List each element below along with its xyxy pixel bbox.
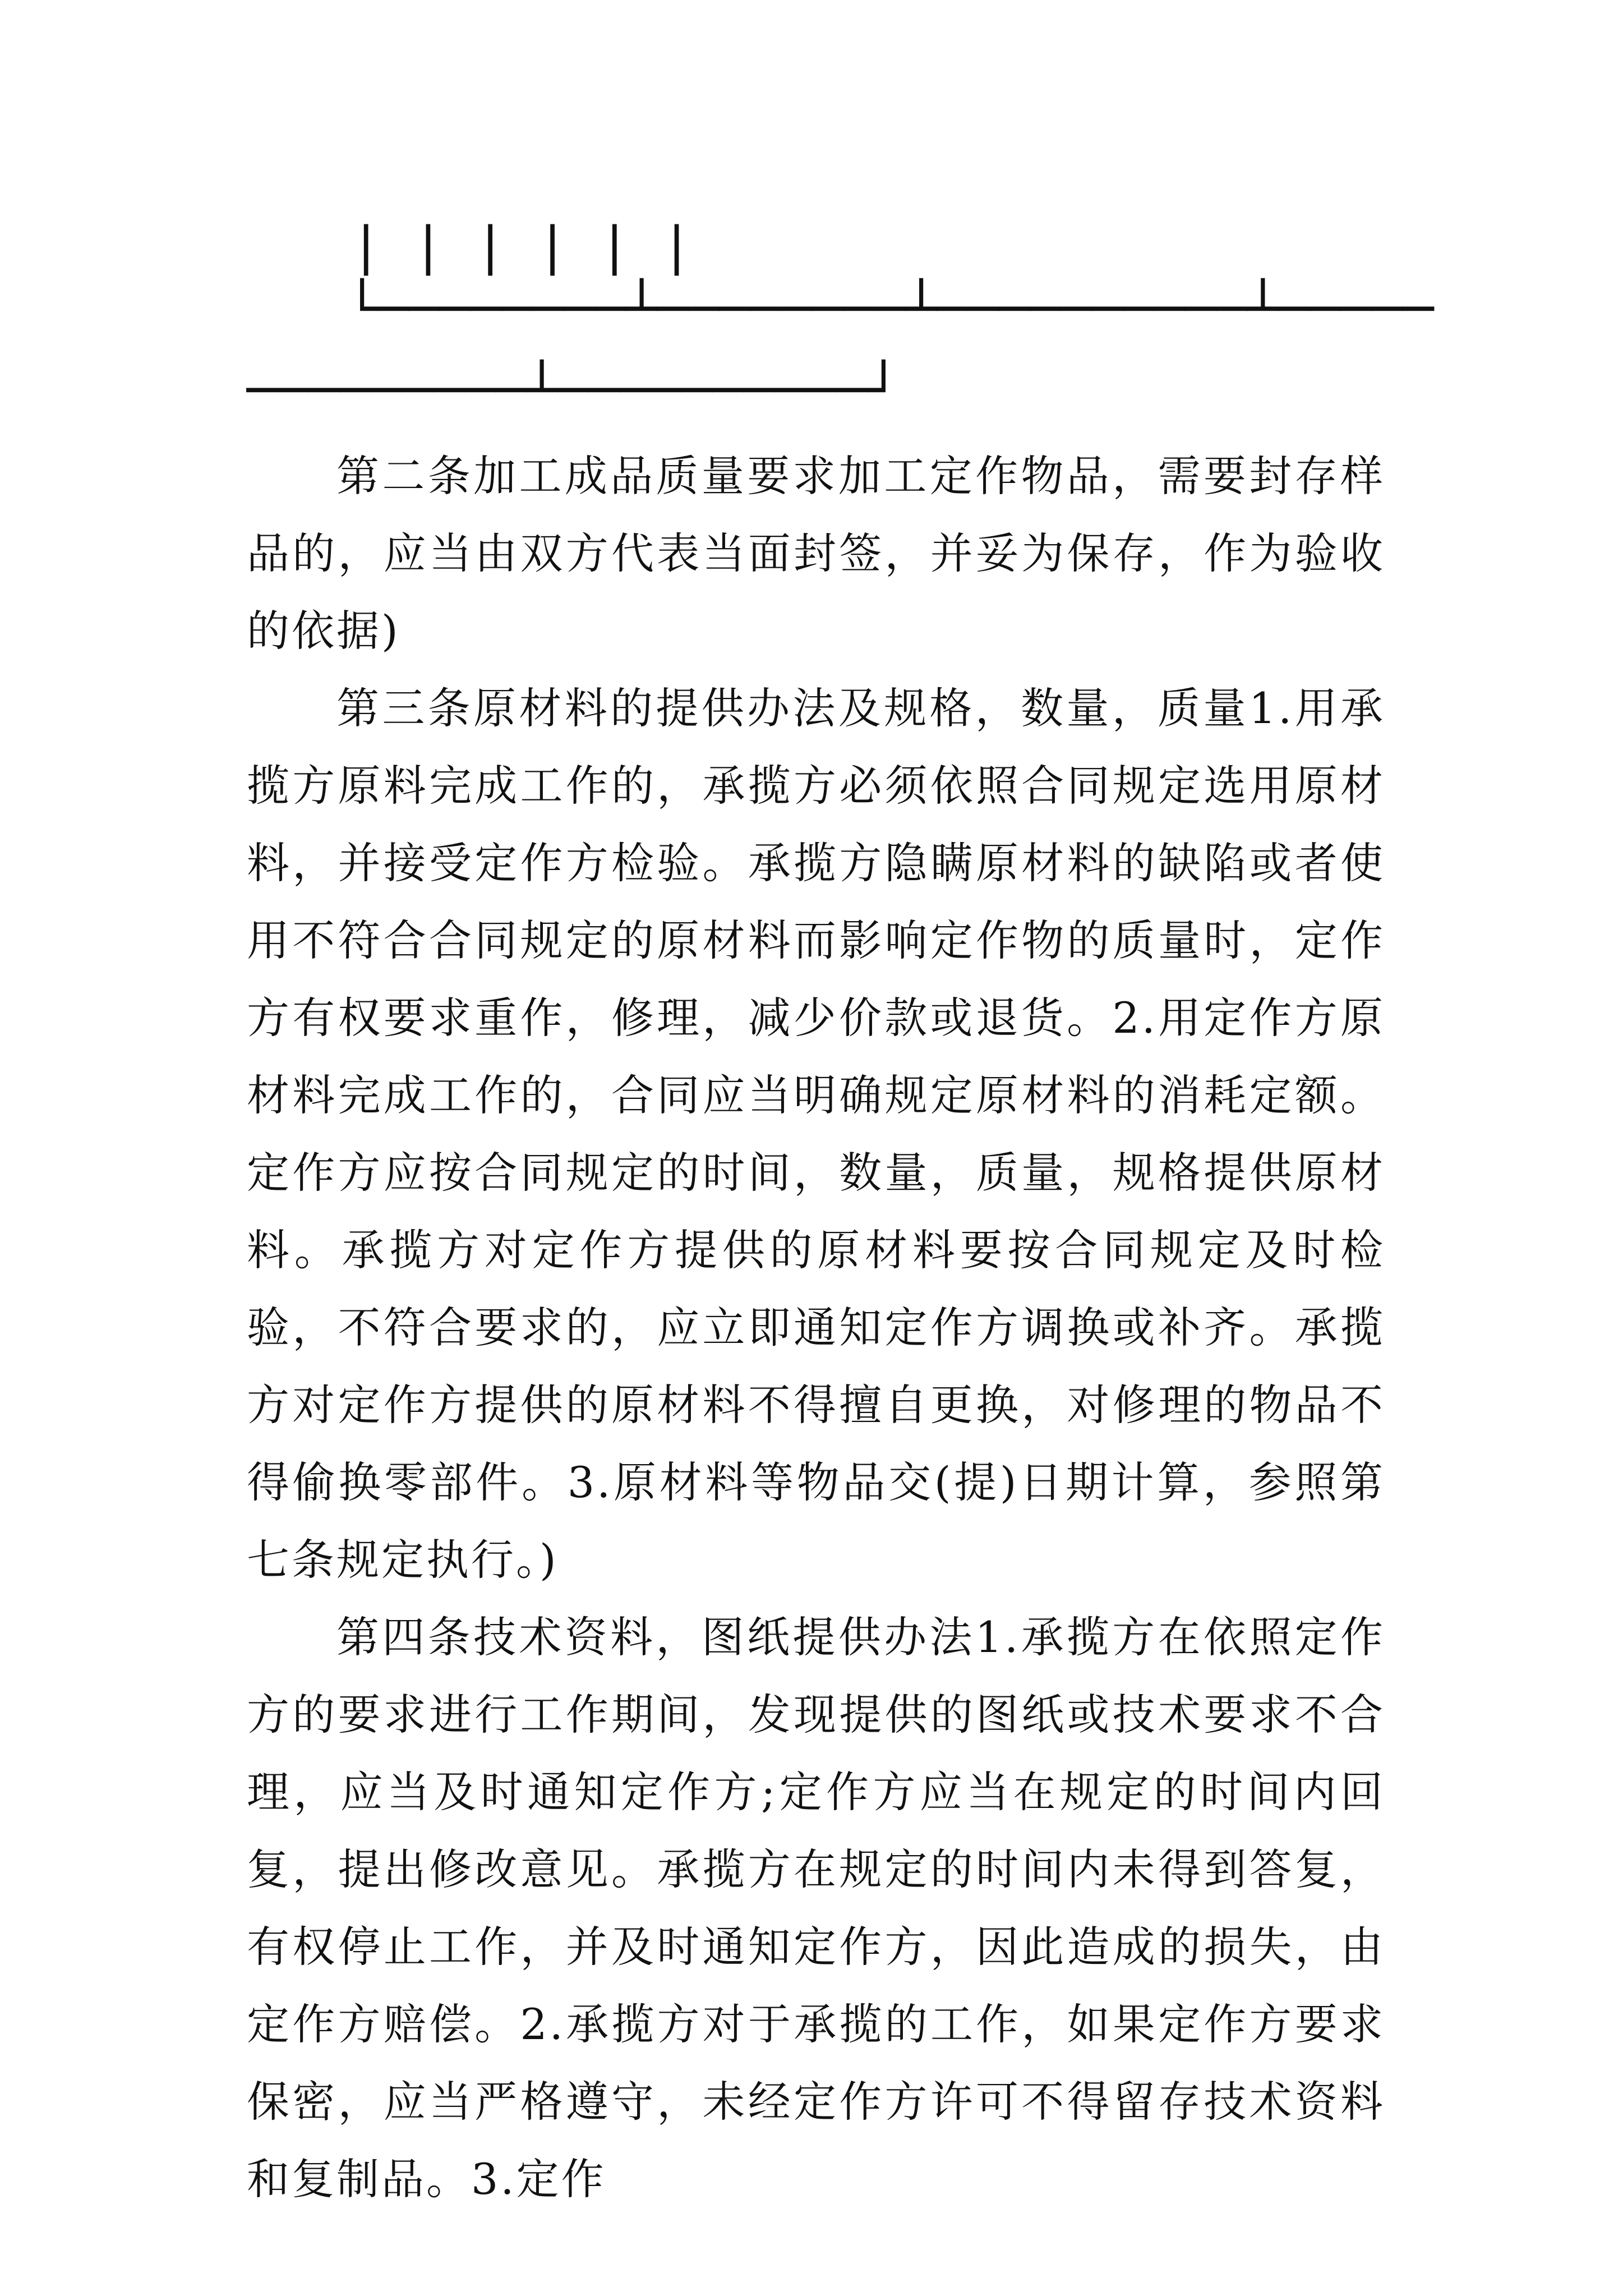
article-2-paragraph: 第二条加工成品质量要求加工定作物品，需要封存样品的，应当由双方代表当面封签，并妥为保存，作为验收的依据)	[247, 451, 1385, 656]
table-bottom-rule: └────────┴────────┴──────────┴─────	[347, 279, 1434, 339]
article-3-paragraph: 第三条原材料的提供办法及规格，数量，质量1.用承揽方原料完成工作的，承揽方必须依照合同规定选用原材料，并接受定作方检验。承揽方隐瞒原材料的缺陷或者使用不符合合同规定的原材料而影响定作物的质量时，定作方有权要求重作，修理，减少价款或退货。2.用定作方原材料完成工作的，合同应当明确规定原材料的消耗定额。定作方应按合同规定的时间，数量，质量，规格提供原材料。承揽方对定作方提供的原材料要按合同规定及时检验，不符合要求的，应立即通知定作方调换或补齐。承揽方对定作方提供的原材料不得擅自更换，对修理的物品不得偷换零部件。3.原材料等物品交(提)日期计算，参照第七条规定执行。)	[247, 683, 1385, 1585]
contract-body	[247, 438, 1385, 2218]
article-4-paragraph: 第四条技术资料，图纸提供办法1.承揽方在依照定作方的要求进行工作期间，发现提供的图纸或技术要求不合理，应当及时通知定作方;定作方应当在规定的时间内回复，提出修改意见。承揽方在规定的时间内未得到答复，有权停止工作，并及时通知定作方，因此造成的损失，由定作方赔偿。2.承揽方对于承揽的工作，如果定作方要求保密，应当严格遵守，未经定作方许可不得留存技术资料和复制品。3.定作	[247, 1612, 1385, 2204]
table-row-bars: | | | | | |	[351, 216, 693, 276]
table-bottom-rule-continued: ─────────┴──────────┘	[247, 360, 900, 420]
